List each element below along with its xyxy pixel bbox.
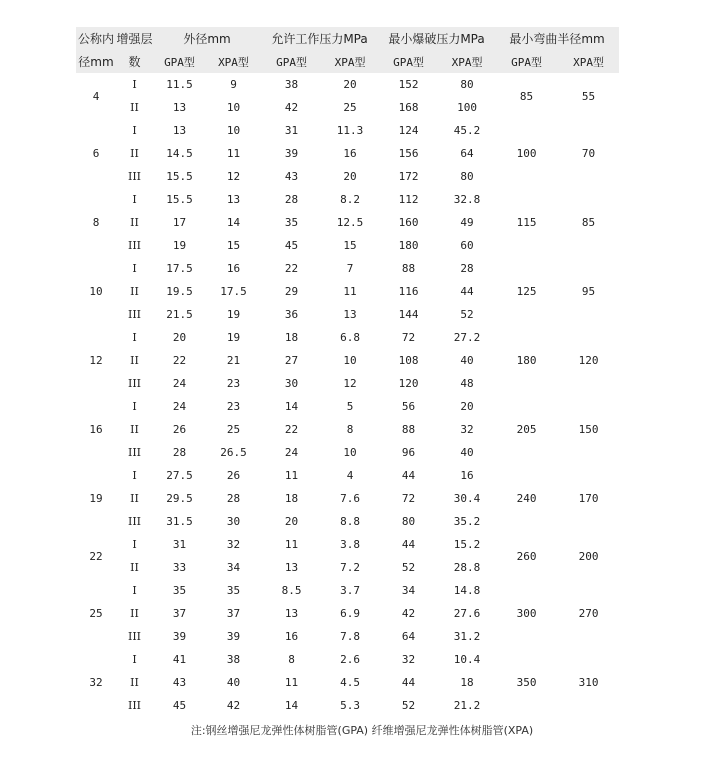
od-xpa-cell: 30 <box>226 515 241 528</box>
wp-gpa-cell: 28 <box>284 193 299 206</box>
outer-diameter-header: 外径mm <box>153 27 261 50</box>
wp-xpa-cell: 12.5 <box>336 216 364 229</box>
nominal-diameter-cell: 6 <box>92 147 100 160</box>
bp-gpa-cell: 44 <box>401 676 416 689</box>
hose-spec-table <box>76 27 619 717</box>
wp-gpa-cell: 18 <box>284 492 299 505</box>
od-gpa-cell: 13 <box>172 124 187 137</box>
od-xpa-cell: 10 <box>226 124 241 137</box>
wp-xpa-cell: 4.5 <box>340 676 360 689</box>
wp-xpa-cell: 13 <box>343 308 357 321</box>
bp-xpa-cell: 44 <box>460 285 474 298</box>
od-gpa-cell: 26 <box>172 423 187 436</box>
wp-gpa-cell: 11 <box>284 469 299 482</box>
bend-gpa-cell: 100 <box>516 147 537 160</box>
bp-gpa-cell: 96 <box>401 446 416 459</box>
bp-gpa-cell: 52 <box>401 699 416 712</box>
nominal-diameter-cell: 12 <box>89 354 103 367</box>
wp-xpa-cell: 7.8 <box>340 630 360 643</box>
bp-xpa-cell: 48 <box>460 377 474 390</box>
wp-gpa-cell: 45 <box>284 239 299 252</box>
wp-gpa-cell: 11 <box>284 676 299 689</box>
wp-xpa-cell: 3.7 <box>340 584 360 597</box>
bp-xpa-cell: 21.2 <box>453 699 481 712</box>
bend-xpa-cell: 270 <box>578 607 599 620</box>
layer-cell: I <box>132 124 137 137</box>
bend-gpa-cell: 350 <box>516 676 537 689</box>
bp-gpa-cell: 72 <box>401 331 416 344</box>
od-xpa-cell: 42 <box>226 699 241 712</box>
layer-cell: III <box>127 170 142 183</box>
layer-cell: I <box>132 584 137 597</box>
bend-gpa-cell: 180 <box>516 354 537 367</box>
layer-cell: II <box>130 676 139 689</box>
layer-cell: II <box>130 285 139 298</box>
diameter-header: 公称内 <box>76 27 116 50</box>
bp-xpa-cell: 18 <box>460 676 474 689</box>
wp-xpa-cell: 10 <box>343 446 357 459</box>
od-xpa-cell: 14 <box>226 216 241 229</box>
wp-xpa-cell: 16 <box>343 147 357 160</box>
od-xpa-cell: 40 <box>226 676 241 689</box>
wp-xpa-cell: 8.2 <box>340 193 360 206</box>
od-gpa-cell: 27.5 <box>166 469 193 482</box>
wp-gpa-cell: 18 <box>284 331 299 344</box>
bp-xpa-header: XPA型 <box>439 50 495 73</box>
bp-gpa-cell: 88 <box>401 262 416 275</box>
bp-gpa-cell: 44 <box>401 469 416 482</box>
layer-cell: II <box>130 607 139 620</box>
table-row <box>76 326 619 349</box>
wp-xpa-cell: 5 <box>346 400 354 413</box>
bp-gpa-cell: 172 <box>398 170 419 183</box>
layer-cell: III <box>127 515 142 528</box>
bend-gpa-cell: 85 <box>519 89 534 103</box>
wp-xpa-cell: 7.2 <box>340 561 360 574</box>
bend-gpa-cell: 115 <box>516 216 537 229</box>
wp-gpa-cell: 11 <box>284 538 299 551</box>
layer-cell: II <box>130 101 139 114</box>
od-xpa-cell: 23 <box>226 400 241 413</box>
od-gpa-cell: 15.5 <box>166 170 193 183</box>
layer-cell: II <box>130 492 139 505</box>
wp-gpa-cell: 39 <box>284 147 299 160</box>
od-xpa-cell: 17.5 <box>220 285 247 298</box>
bp-xpa-cell: 16 <box>460 469 474 482</box>
od-xpa-cell: 37 <box>226 607 241 620</box>
header-row-2 <box>76 50 619 73</box>
wp-xpa-cell: 7 <box>346 262 354 275</box>
layer-cell: II <box>130 423 139 436</box>
bend-xpa-cell: 85 <box>581 216 596 229</box>
layer-cell: I <box>132 262 137 275</box>
layer-cell: III <box>127 699 142 712</box>
od-gpa-cell: 24 <box>172 377 187 390</box>
header-row-1 <box>76 27 619 50</box>
table-row <box>76 464 619 487</box>
bend-gpa-cell: 125 <box>516 285 537 298</box>
bp-xpa-cell: 40 <box>460 446 474 459</box>
bp-xpa-cell: 28.8 <box>453 561 481 574</box>
od-gpa-cell: 41 <box>172 653 187 666</box>
wp-gpa-cell: 16 <box>284 630 299 643</box>
layer-cell: III <box>127 446 142 459</box>
od-gpa-cell: 21.5 <box>166 308 193 321</box>
od-xpa-cell: 21 <box>226 354 241 367</box>
layer-cell: I <box>132 78 137 91</box>
layer-cell: III <box>127 239 142 252</box>
od-xpa-cell: 15 <box>226 239 241 252</box>
od-gpa-cell: 33 <box>172 561 187 574</box>
bp-gpa-cell: 180 <box>398 239 419 252</box>
wp-gpa-cell: 13 <box>284 607 299 620</box>
layer-cell: III <box>127 377 142 390</box>
od-xpa-header: XPA型 <box>206 50 261 73</box>
od-gpa-header: GPA型 <box>153 50 206 73</box>
bend-xpa-cell: 170 <box>578 492 599 505</box>
bend-xpa-cell: 55 <box>581 89 596 103</box>
bp-gpa-cell: 144 <box>398 308 419 321</box>
bp-xpa-cell: 40 <box>460 354 474 367</box>
wp-gpa-cell: 42 <box>284 101 299 114</box>
od-gpa-cell: 29.5 <box>166 492 193 505</box>
wp-xpa-cell: 6.8 <box>340 331 360 344</box>
table-row <box>76 257 619 280</box>
od-gpa-cell: 43 <box>172 676 187 689</box>
wp-xpa-cell: 15 <box>343 239 357 252</box>
bp-gpa-cell: 116 <box>398 285 419 298</box>
bp-gpa-header: GPA型 <box>378 50 439 73</box>
bp-xpa-cell: 31.2 <box>453 630 481 643</box>
wp-gpa-cell: 31 <box>284 124 299 137</box>
table-row <box>76 579 619 602</box>
layer-cell: II <box>130 354 139 367</box>
table-row <box>76 119 619 142</box>
wp-gpa-cell: 38 <box>284 78 299 91</box>
od-gpa-cell: 31.5 <box>166 515 193 528</box>
od-xpa-cell: 28 <box>226 492 241 505</box>
od-xpa-cell: 38 <box>226 653 241 666</box>
wp-xpa-cell: 5.3 <box>340 699 360 712</box>
wp-xpa-cell: 6.9 <box>340 607 360 620</box>
bp-gpa-cell: 124 <box>398 124 419 137</box>
diameter-header-unit: 径mm <box>76 50 116 73</box>
bp-gpa-cell: 156 <box>398 147 419 160</box>
od-xpa-cell: 13 <box>226 193 241 206</box>
wp-xpa-cell: 11.3 <box>336 124 364 137</box>
bp-gpa-cell: 88 <box>401 423 416 436</box>
od-xpa-cell: 19 <box>226 308 241 321</box>
od-gpa-cell: 35 <box>172 584 187 597</box>
table-row <box>76 73 619 96</box>
layer-cell: I <box>132 538 137 551</box>
od-gpa-cell: 11.5 <box>166 78 193 91</box>
od-gpa-cell: 24 <box>172 400 187 413</box>
od-xpa-cell: 34 <box>226 561 241 574</box>
table-row <box>76 533 619 556</box>
layer-cell: II <box>130 147 139 160</box>
bend-gpa-cell: 300 <box>516 607 537 620</box>
wp-xpa-cell: 20 <box>343 78 357 91</box>
wp-xpa-cell: 4 <box>346 469 354 482</box>
od-xpa-cell: 11 <box>226 147 241 160</box>
wp-xpa-cell: 10 <box>343 354 357 367</box>
od-gpa-cell: 28 <box>172 446 187 459</box>
bp-xpa-cell: 28 <box>460 262 474 275</box>
wp-xpa-cell: 25 <box>343 101 357 114</box>
bend-xpa-cell: 120 <box>578 354 599 367</box>
od-gpa-cell: 19.5 <box>166 285 193 298</box>
bp-xpa-cell: 100 <box>457 101 477 114</box>
wp-gpa-cell: 43 <box>284 170 299 183</box>
spec-table-body <box>76 73 619 717</box>
od-gpa-cell: 37 <box>172 607 187 620</box>
bp-gpa-cell: 108 <box>398 354 419 367</box>
bp-xpa-cell: 60 <box>460 239 474 252</box>
wp-gpa-cell: 8.5 <box>281 584 302 597</box>
bp-xpa-cell: 27.2 <box>453 331 481 344</box>
bp-gpa-cell: 80 <box>401 515 416 528</box>
bp-xpa-cell: 49 <box>460 216 474 229</box>
nominal-diameter-cell: 8 <box>92 216 100 229</box>
bp-gpa-cell: 160 <box>398 216 419 229</box>
bp-xpa-cell: 15.2 <box>453 538 481 551</box>
nominal-diameter-cell: 32 <box>89 676 103 689</box>
wp-xpa-cell: 7.6 <box>340 492 360 505</box>
bp-gpa-cell: 34 <box>401 584 416 597</box>
od-xpa-cell: 9 <box>230 78 237 91</box>
bend-xpa-cell: 95 <box>581 285 596 298</box>
layer-cell: I <box>132 653 137 666</box>
working-pressure-header: 允许工作压力MPa <box>261 27 378 50</box>
bp-xpa-cell: 52 <box>460 308 474 321</box>
wp-gpa-cell: 14 <box>284 699 299 712</box>
layer-header-2: 数 <box>116 50 153 73</box>
layer-cell: II <box>130 561 139 574</box>
layer-cell: III <box>127 308 142 321</box>
wp-xpa-cell: 11 <box>343 285 357 298</box>
bp-gpa-cell: 42 <box>401 607 416 620</box>
layer-header: 增强层 <box>116 27 153 50</box>
nominal-diameter-cell: 16 <box>89 423 103 436</box>
bp-gpa-cell: 168 <box>398 101 419 114</box>
wp-gpa-cell: 22 <box>284 423 299 436</box>
bp-gpa-cell: 44 <box>401 538 416 551</box>
bp-xpa-cell: 10.4 <box>453 653 481 666</box>
bend-gpa-cell: 240 <box>516 492 537 505</box>
wp-gpa-cell: 35 <box>284 216 299 229</box>
wp-gpa-cell: 29 <box>284 285 299 298</box>
bend-radius-header: 最小弯曲半径mm <box>495 27 619 50</box>
bp-xpa-cell: 35.2 <box>453 515 481 528</box>
bp-gpa-cell: 72 <box>401 492 416 505</box>
od-gpa-cell: 14.5 <box>166 147 193 160</box>
layer-cell: II <box>130 216 139 229</box>
bend-xpa-header: XPA型 <box>558 50 619 73</box>
bp-gpa-cell: 32 <box>401 653 416 666</box>
bp-xpa-cell: 30.4 <box>453 492 481 505</box>
nominal-diameter-cell: 19 <box>89 492 103 505</box>
od-xpa-cell: 25 <box>226 423 241 436</box>
bp-gpa-cell: 120 <box>398 377 419 390</box>
od-gpa-cell: 17 <box>172 216 187 229</box>
bp-xpa-cell: 32.8 <box>453 193 481 206</box>
od-xpa-cell: 32 <box>226 538 241 551</box>
od-gpa-cell: 39 <box>172 630 187 643</box>
layer-cell: I <box>132 469 137 482</box>
od-gpa-cell: 17.5 <box>166 262 193 275</box>
nominal-diameter-cell: 4 <box>92 89 100 103</box>
table-row <box>76 188 619 211</box>
od-xpa-cell: 39 <box>226 630 241 643</box>
wp-gpa-cell: 27 <box>284 354 299 367</box>
od-gpa-cell: 13 <box>172 101 187 114</box>
od-xpa-cell: 26 <box>226 469 241 482</box>
od-xpa-cell: 12 <box>226 170 241 183</box>
layer-cell: III <box>127 630 142 643</box>
od-gpa-cell: 15.5 <box>166 193 193 206</box>
bp-xpa-cell: 27.6 <box>453 607 481 620</box>
od-gpa-cell: 31 <box>172 538 187 551</box>
layer-cell: I <box>132 400 137 413</box>
od-xpa-cell: 23 <box>226 377 241 390</box>
bp-gpa-cell: 152 <box>398 78 419 91</box>
bend-xpa-cell: 310 <box>578 676 599 689</box>
wp-gpa-cell: 13 <box>284 561 299 574</box>
bp-xpa-cell: 80 <box>460 78 474 91</box>
wp-gpa-cell: 24 <box>284 446 299 459</box>
bend-xpa-cell: 150 <box>578 423 599 436</box>
od-gpa-cell: 19 <box>172 239 187 252</box>
bp-xpa-cell: 32 <box>460 423 474 436</box>
nominal-diameter-cell: 22 <box>89 549 103 563</box>
od-xpa-cell: 16 <box>226 262 241 275</box>
wp-xpa-cell: 3.8 <box>340 538 360 551</box>
nominal-diameter-cell: 10 <box>89 285 103 298</box>
od-xpa-cell: 10 <box>226 101 241 114</box>
bend-gpa-cell: 260 <box>516 549 537 563</box>
wp-gpa-cell: 8 <box>288 653 295 666</box>
nominal-diameter-cell: 25 <box>89 607 103 620</box>
bp-gpa-cell: 52 <box>401 561 416 574</box>
burst-pressure-header: 最小爆破压力MPa <box>378 27 495 50</box>
od-gpa-cell: 20 <box>172 331 187 344</box>
wp-xpa-header: XPA型 <box>322 50 378 73</box>
bp-xpa-cell: 14.8 <box>453 584 481 597</box>
wp-gpa-cell: 36 <box>284 308 299 321</box>
bend-gpa-header: GPA型 <box>495 50 558 73</box>
wp-gpa-header: GPA型 <box>261 50 322 73</box>
bp-gpa-cell: 112 <box>398 193 419 206</box>
bend-xpa-cell: 70 <box>581 147 596 160</box>
wp-xpa-cell: 20 <box>343 170 357 183</box>
bp-xpa-cell: 64 <box>460 147 474 160</box>
wp-gpa-cell: 30 <box>284 377 299 390</box>
table-row <box>76 648 619 671</box>
wp-xpa-cell: 12 <box>343 377 357 390</box>
od-xpa-cell: 35 <box>226 584 241 597</box>
layer-cell: I <box>132 193 137 206</box>
wp-xpa-cell: 8 <box>346 423 354 436</box>
od-xpa-cell: 26.5 <box>220 446 247 459</box>
wp-gpa-cell: 14 <box>284 400 299 413</box>
footnote: 注:钢丝增强尼龙弹性体树脂管(GPA) 纤维增强尼龙弹性体树脂管(XPA) <box>190 724 534 737</box>
bp-xpa-cell: 45.2 <box>453 124 481 137</box>
wp-xpa-cell: 8.8 <box>340 515 360 528</box>
bp-gpa-cell: 56 <box>401 400 416 413</box>
bp-gpa-cell: 64 <box>401 630 416 643</box>
wp-gpa-cell: 22 <box>284 262 299 275</box>
bend-gpa-cell: 205 <box>516 423 537 436</box>
layer-cell: I <box>132 331 137 344</box>
bp-xpa-cell: 80 <box>460 170 474 183</box>
wp-gpa-cell: 20 <box>284 515 299 528</box>
bend-xpa-cell: 200 <box>578 549 599 563</box>
od-gpa-cell: 22 <box>172 354 187 367</box>
od-xpa-cell: 19 <box>226 331 241 344</box>
wp-xpa-cell: 2.6 <box>340 653 360 666</box>
od-gpa-cell: 45 <box>172 699 187 712</box>
table-row <box>76 395 619 418</box>
bp-xpa-cell: 20 <box>460 400 474 413</box>
